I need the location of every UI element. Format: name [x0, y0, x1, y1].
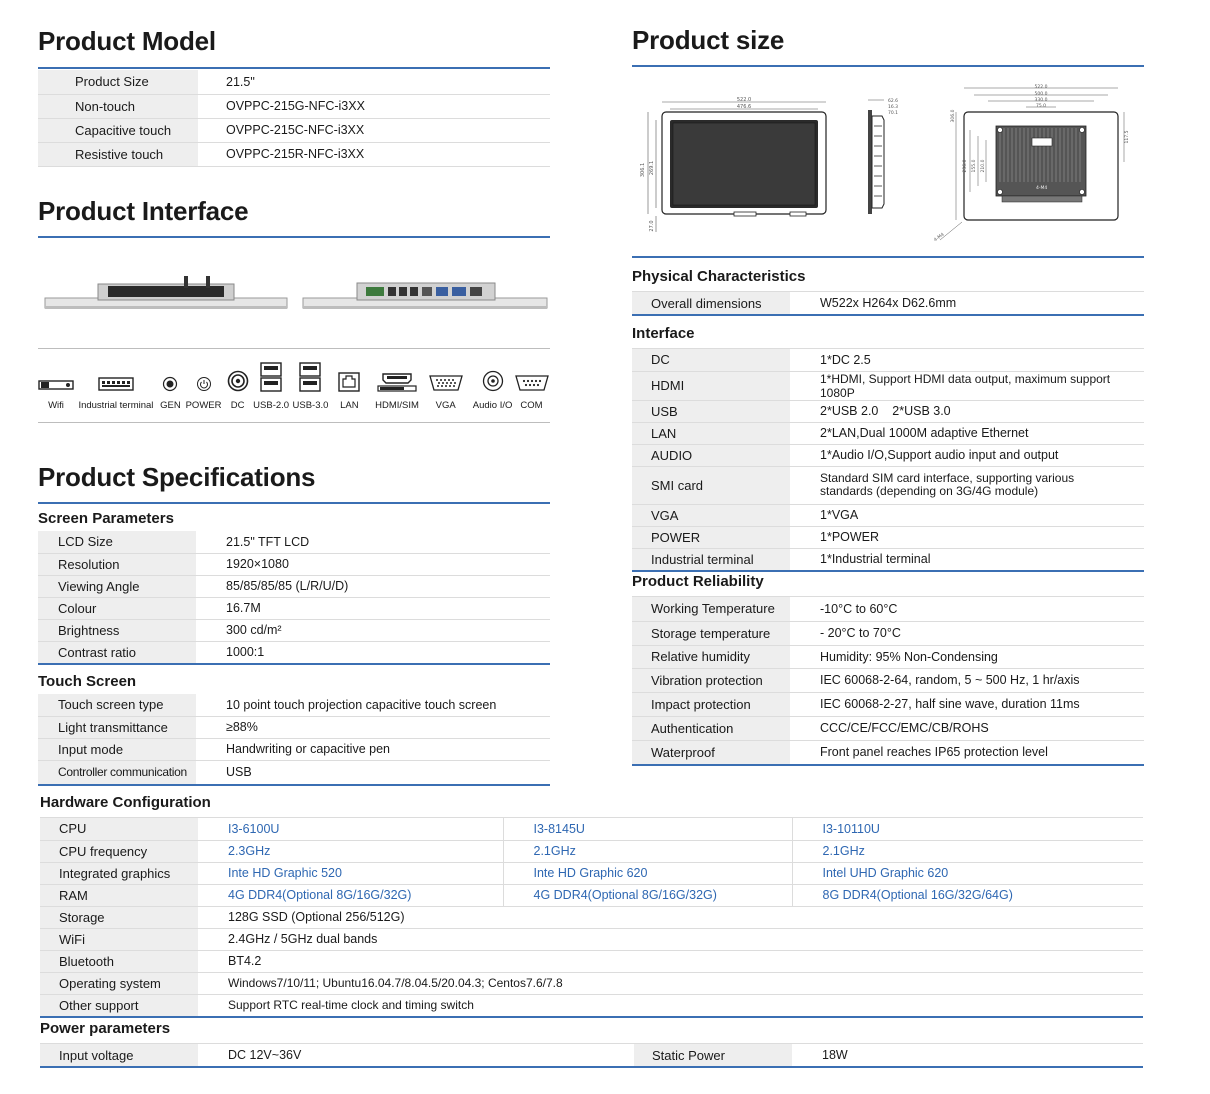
- svg-text:70.1: 70.1: [888, 111, 899, 116]
- svg-text:522.0: 522.0: [736, 97, 752, 103]
- hardware-table: [40, 817, 1143, 1018]
- reliability-title: Product Reliability: [632, 573, 764, 590]
- product-specifications-title: Product Specifications: [38, 462, 316, 492]
- table-row: VGA 1*VGA: [632, 504, 1144, 526]
- gen-port: GEN: [156, 376, 185, 411]
- vga-icon: [428, 374, 464, 392]
- power-icon: [196, 376, 212, 392]
- com-port: COM: [513, 374, 550, 411]
- product-model-rule: [38, 67, 550, 69]
- table-row: Resolution 1920×1080: [38, 553, 550, 575]
- product-model-title: Product Model: [38, 26, 216, 56]
- table-row: Colour 16.7M: [38, 597, 550, 619]
- svg-text:236.0: 236.0: [963, 159, 968, 173]
- product-interface-title: Product Interface: [38, 196, 249, 226]
- gen-button-icon: [162, 376, 178, 392]
- table-row: Integrated graphics Inte HD Graphic 520 Inte HD Graphic 620 Intel UHD Graphic 620: [40, 862, 1143, 884]
- table-row: Bluetooth BT4.2: [40, 950, 1143, 972]
- power-table: [40, 1043, 1143, 1068]
- svg-text:117.5: 117.5: [1125, 130, 1130, 144]
- table-row: Relative humidity Humidity: 95% Non-Condensing: [632, 645, 1144, 668]
- physical-rule: [632, 256, 1144, 258]
- table-row: Product Size 21.5": [38, 70, 550, 94]
- lan-port: LAN: [332, 372, 367, 411]
- terminal-block-icon: [98, 376, 134, 392]
- table-row: Controller communication USB: [38, 760, 550, 784]
- table-row: CPU frequency 2.3GHz 2.1GHz 2.1GHz: [40, 840, 1143, 862]
- wifi-antenna-icon: [38, 378, 74, 392]
- table-row: DC 1*DC 2.5: [632, 349, 1144, 371]
- svg-text:269.1: 269.1: [649, 160, 655, 176]
- vga-port: VGA: [427, 374, 464, 411]
- svg-text:306.0: 306.0: [951, 109, 956, 123]
- back-view-drawing: [926, 82, 1138, 242]
- svg-text:4-M4: 4-M4: [933, 232, 946, 242]
- usb3-icon: [299, 362, 321, 392]
- table-row: Input mode Handwriting or capacitive pen: [38, 738, 550, 760]
- table-row: Waterproof Front panel reaches IP65 protection level: [632, 740, 1144, 764]
- dc-port: DC: [222, 370, 253, 411]
- com-serial-icon: [514, 374, 550, 392]
- svg-text:27.0: 27.0: [649, 220, 655, 232]
- table-row: Brightness 300 cd/m²: [38, 619, 550, 641]
- svg-text:16.3: 16.3: [888, 105, 899, 110]
- reliability-table: [632, 596, 1144, 766]
- interface-icons-row: [38, 362, 550, 411]
- physical-table: [632, 291, 1144, 316]
- table-row: USB 2*USB 2.0 2*USB 3.0: [632, 400, 1144, 422]
- product-specifications-rule: [38, 502, 550, 504]
- table-row: Resistive touch OVPPC-215R-NFC-i3XX: [38, 142, 550, 166]
- table-row: WiFi 2.4GHz / 5GHz dual bands: [40, 928, 1143, 950]
- touch-screen-title: Touch Screen: [38, 673, 137, 690]
- table-row: Storage 128G SSD (Optional 256/512G): [40, 906, 1143, 928]
- table-row: Authentication CCC/CE/FCC/EMC/CB/ROHS: [632, 716, 1144, 740]
- table-row: RAM 4G DDR4(Optional 8G/16G/32G) 4G DDR4(Optional 8G/16G/32G) 8G DDR4(Optional 16G/32G/64G): [40, 884, 1143, 906]
- table-row: Capacitive touch OVPPC-215C-NFC-i3XX: [38, 118, 550, 142]
- table-row: Storage temperature - 20°C to 70°C: [632, 621, 1144, 645]
- svg-text:210.0: 210.0: [981, 159, 986, 173]
- svg-text:522.0: 522.0: [1034, 85, 1048, 90]
- table-row: Touch screen type 10 point touch projection capacitive touch screen: [38, 694, 550, 716]
- table-row: Impact protection IEC 60068-2-27, half sine wave, duration 11ms: [632, 692, 1144, 716]
- icons-top-divider: [38, 348, 550, 349]
- svg-text:476.6: 476.6: [736, 104, 752, 110]
- icons-bottom-divider: [38, 422, 550, 423]
- table-row: CPU I3-6100U I3-8145U I3-10110U: [40, 818, 1143, 840]
- table-row: LCD Size 21.5" TFT LCD: [38, 531, 550, 553]
- table-row: Working Temperature -10°C to 60°C: [632, 597, 1144, 621]
- audio-jack-icon: [482, 370, 504, 392]
- table-row: Input voltage DC 12V~36V Static Power 18W: [40, 1044, 1143, 1066]
- power-port: POWER: [185, 376, 222, 411]
- usb2-icon: [260, 362, 282, 392]
- interface-title: Interface: [632, 325, 695, 342]
- table-row: Light transmittance ≥88%: [38, 716, 550, 738]
- screen-parameters-table: [38, 531, 550, 665]
- svg-text:4-M4: 4-M4: [1036, 186, 1048, 191]
- table-row: LAN 2*LAN,Dual 1000M adaptive Ethernet: [632, 422, 1144, 444]
- wifi-port: Wifi: [38, 378, 74, 411]
- table-row: Other support Support RTC real-time clock and timing switch: [40, 994, 1143, 1016]
- product-model-table: [38, 70, 550, 167]
- front-view-drawing: [636, 92, 832, 242]
- hdmi-sim-port: HDMI/SIM: [367, 372, 427, 411]
- table-row: Operating system Windows7/10/11; Ubuntu16.04.7/8.04.5/20.04.3; Centos7.6/7.8: [40, 972, 1143, 994]
- screen-parameters-title: Screen Parameters: [38, 510, 174, 527]
- svg-text:330.0: 330.0: [1034, 98, 1048, 103]
- dc-jack-icon: [227, 370, 249, 392]
- audio-port: Audio I/O: [472, 370, 513, 411]
- table-row: SMI card Standard SIM card interface, supporting various standards (depending on 3G/4G module): [632, 466, 1144, 504]
- table-row: Overall dimensions W522x H264x D62.6mm: [632, 292, 1144, 314]
- table-row: AUDIO 1*Audio I/O,Support audio input and output: [632, 444, 1144, 466]
- svg-text:75.0: 75.0: [1035, 104, 1047, 109]
- table-row: HDMI 1*HDMI, Support HDMI data output, maximum support 1080P: [632, 371, 1144, 400]
- usb3-port: USB-3.0: [289, 362, 332, 411]
- touch-screen-table: [38, 694, 550, 786]
- industrial-terminal-port: Industrial terminal: [78, 376, 154, 411]
- svg-text:500.0: 500.0: [1034, 92, 1048, 97]
- product-interface-rule: [38, 236, 550, 238]
- usb2-port: USB-2.0: [253, 362, 289, 411]
- product-size-rule: [632, 65, 1144, 67]
- svg-text:155.0: 155.0: [972, 159, 977, 173]
- svg-text:306.1: 306.1: [640, 162, 646, 178]
- device-bottom-view-image: [302, 272, 549, 314]
- hardware-title: Hardware Configuration: [40, 794, 211, 811]
- table-row: Viewing Angle 85/85/85/85 (L/R/U/D): [38, 575, 550, 597]
- table-row: Vibration protection IEC 60068-2-64, random, 5 ~ 500 Hz, 1 hr/axis: [632, 668, 1144, 692]
- table-row: Industrial terminal 1*Industrial terminal: [632, 548, 1144, 570]
- interface-table: [632, 348, 1144, 572]
- table-row: Non-touch OVPPC-215G-NFC-i3XX: [38, 94, 550, 118]
- table-row: POWER 1*POWER: [632, 526, 1144, 548]
- lan-rj45-icon: [338, 372, 360, 392]
- device-top-view-image: [44, 272, 289, 314]
- power-title: Power parameters: [40, 1020, 171, 1037]
- product-size-title: Product size: [632, 25, 785, 55]
- table-row: Contrast ratio 1000:1: [38, 641, 550, 663]
- side-view-drawing: [858, 96, 906, 226]
- physical-title: Physical Characteristics: [632, 268, 806, 285]
- hdmi-sim-icon: [377, 372, 417, 392]
- svg-text:62.6: 62.6: [888, 99, 899, 104]
